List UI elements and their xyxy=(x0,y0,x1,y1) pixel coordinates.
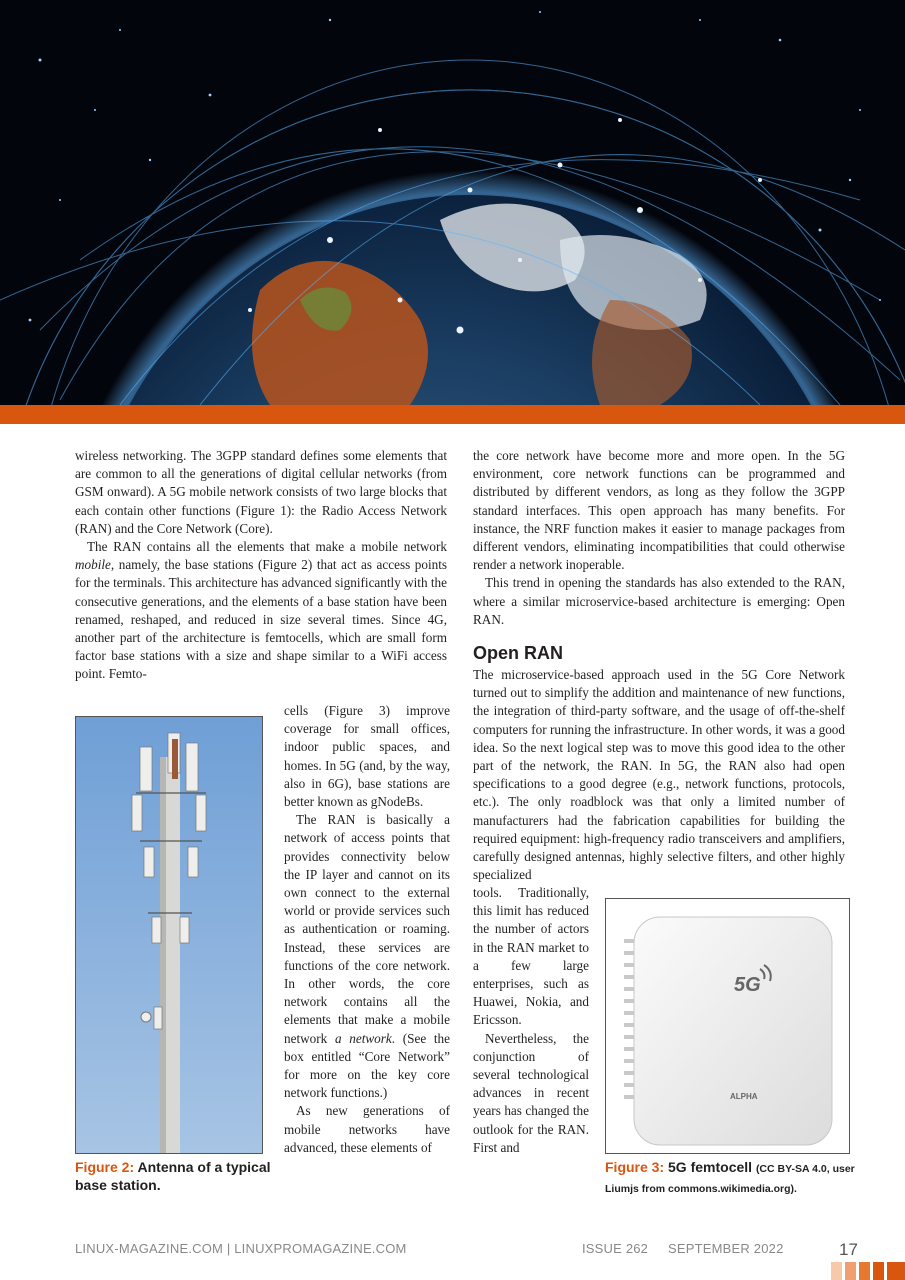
paragraph: wireless networking. The 3GPP standard defines some elements that are common to all the generations of digital cellular networks (from GSM onward). A 5G mobile network consists of two large blocks that each contain other functions (Figure 1): the Radio Access Network (RAN) and the Core Network (Core). xyxy=(75,448,447,536)
paragraph: cells (Figure 3) improve coverage for small offices, indoor public spaces, and homes. In 5G (and, by the way, also in 6G), base stations are better known as gNodeBs. xyxy=(284,703,450,810)
section-heading: Open RAN xyxy=(473,643,563,663)
paragraph: As new generations of mobile networks have advanced, these elements of xyxy=(284,1103,450,1155)
article-column-1-narrow xyxy=(284,702,450,1157)
paragraph: tools. Traditionally, this limit has reduced the number of actors in the RAN market to a few large enterprises, such as Huawei, Nokia, and Ericsson. xyxy=(473,885,589,1028)
article-column-2-narrow xyxy=(473,884,589,1157)
article-column-1 xyxy=(75,447,447,684)
device-5g-logo: 5G xyxy=(734,974,761,996)
footer-decoration xyxy=(831,1262,842,1280)
antenna-tower-illustration xyxy=(76,717,262,1153)
paragraph: The RAN contains all the elements that make a mobile network mobile, namely, the base stations (Figure 2) that act as access points for the terminals. This architecture has advanced significantly with the consecutive generations, and the elements of a base station have been renamed, reshaped, and reduced in size several times. Since 4G, another part of the architecture is femtocells, which are small form factor base stations with a size and shape similar to a WiFi access point. Femto- xyxy=(75,539,447,682)
paragraph: The microservice-based approach used in the 5G Core Network turned out to simplify the addition and maintenance of new functions, the integration of third-party software, and the usage of off-the-shelf computers for running the infrastructure. In other words, it was a good idea. So the next logical step was to move this good idea to the other part of the network, the RAN. In 5G, the RAN also had open specifications to a good degree (e.g., network functions, protocols, etc.). The only roadblock was that only a limited number of manufacturers had the fabrication capabilities for building the required equipment: high-frequency radio transceivers and amplifiers, carefully designed antennas, highly selective filters, and other highly specialized xyxy=(473,667,845,883)
footer-issue: ISSUE 262 xyxy=(582,1241,649,1256)
figure-2-caption: Figure 2: Antenna of a typical base station. xyxy=(75,1159,271,1193)
figure-2-antenna-photo xyxy=(75,716,263,1154)
hero-image xyxy=(0,0,905,405)
footer-date: SEPTEMBER 2022 xyxy=(668,1241,784,1256)
figure-3-femtocell-photo xyxy=(605,898,850,1154)
paragraph: the core network have become more and more open. In the 5G environment, core network functions can be programmed and distributed by different vendors, as long as they follow the 3GPP standard interfaces. This open approach has many benefits. For instance, the NRF function makes it easier to manage packages from different vendors, eliminating incompatibilities that could otherwise render a network inoperable. xyxy=(473,448,845,573)
footer-sites: LINUX-MAGAZINE.COM | LINUXPROMAGAZINE.COM xyxy=(75,1241,407,1256)
paragraph: The RAN is basically a network of access points that provides connectivity below the IP layer and cannot on its own connect to the external world or provide services such as authentication or roaming. Instead, these services are functions of the core network. In other words, the core network contains all the elements that make a mobile network a network. (See the box entitled “Core Network” for more on the key core network functions.) xyxy=(284,812,450,1101)
figure-3-caption: Figure 3: 5G femtocell (CC BY-SA 4.0, user Liumjs from commons.wikimedia.org). xyxy=(605,1159,855,1195)
femtocell-device-illustration xyxy=(606,899,849,1153)
device-brand-label: ALPHA xyxy=(730,1092,758,1101)
article-column-2-section xyxy=(473,666,845,884)
page-number: 17 xyxy=(839,1240,858,1259)
paragraph: Nevertheless, the conjunction of several technological advances in recent years has changed the outlook for the RAN. First and xyxy=(473,1030,589,1155)
footer-decoration xyxy=(845,1262,856,1280)
footer-decoration xyxy=(859,1262,870,1280)
footer-decoration xyxy=(873,1262,884,1280)
article-column-2 xyxy=(473,447,845,629)
paragraph: This trend in opening the standards has also extended to the RAN, where a similar microservice-based architecture is emerging: Open RAN. xyxy=(473,575,845,627)
earth-globe-illustration xyxy=(0,0,905,405)
orange-section-bar xyxy=(0,405,905,424)
footer-decoration xyxy=(887,1262,905,1280)
